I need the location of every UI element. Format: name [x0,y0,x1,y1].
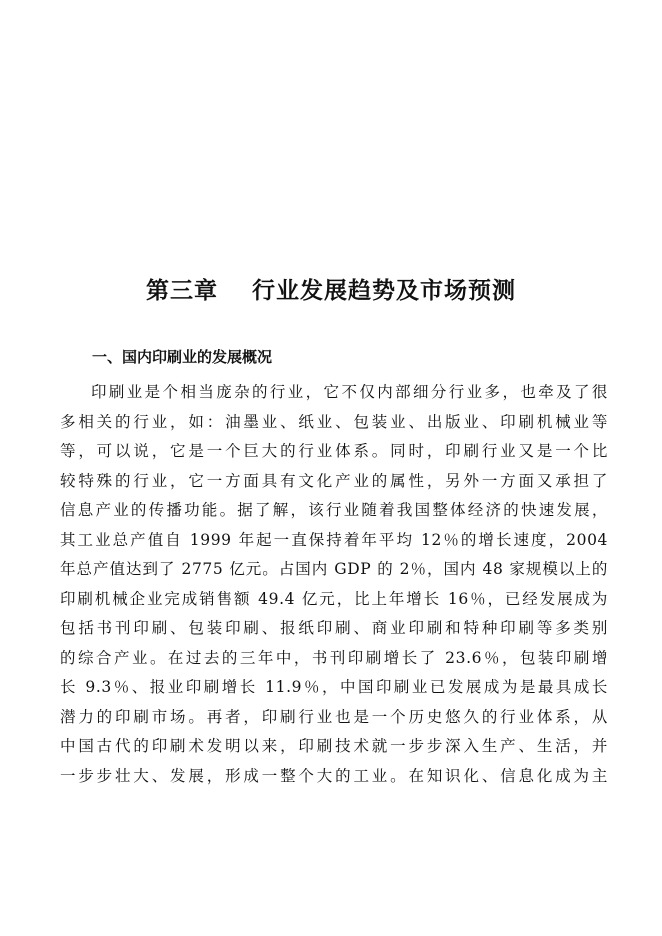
paragraph-line: 包括书刊印刷、包装印刷、报纸印刷、商业印刷和特种印刷等多类别 [60,619,608,637]
paragraph-line: 信息产业的传播功能。据了解，该行业随着我国整体经济的快速发展， [60,501,608,519]
paragraph-line: 长 9.3％、报业印刷增长 11.9％，中国印刷业已发展成为是最具成长 [60,678,608,696]
paragraph-line: 的综合产业。在过去的三年中，书刊印刷增长了 23.6％，包装印刷增 [60,648,608,667]
paragraph-line: 中国古代的印刷术发明以来，印刷技术就一步步深入生产、生活，并 [60,737,608,755]
paragraph-line: 较特殊的行业，它一方面具有文化产业的属性，另外一方面又承担了 [60,471,608,490]
paragraph-line: 其工业总产值自 1999 年起一直保持着年平均 12％的增长速度，2004 [60,530,608,549]
paragraph-line: 印刷机械企业完成销售额 49.4 亿元，比上年增长 16％，已经发展成为 [60,589,608,608]
paragraph-line: 年总产值达到了 2775 亿元。占国内 GDP 的 2％，国内 48 家规模以上的 [60,560,608,578]
paragraph-line: 一步步壮大、发展，形成一整个大的工业。在知识化、信息化成为主 [60,766,608,785]
body-paragraph [60,378,608,791]
chapter-number: 第三章 [146,277,218,304]
section-heading: 一、国内印刷业的发展概况 [92,348,273,366]
chapter-title [0,272,662,305]
paragraph-line: 潜力的印刷市场。再者，印刷行业也是一个历史悠久的行业体系，从 [60,707,608,726]
paragraph-line: 多相关的行业，如：油墨业、纸业、包装业、出版业、印刷机械业等 [60,412,608,431]
paragraph-line: 印刷业是个相当庞杂的行业，它不仅内部细分行业多，也牵及了很 [91,383,608,401]
chapter-title-text: 行业发展趋势及市场预测 [252,277,516,304]
paragraph-line: 等，可以说，它是一个巨大的行业体系。同时，印刷行业又是一个比 [60,442,608,460]
